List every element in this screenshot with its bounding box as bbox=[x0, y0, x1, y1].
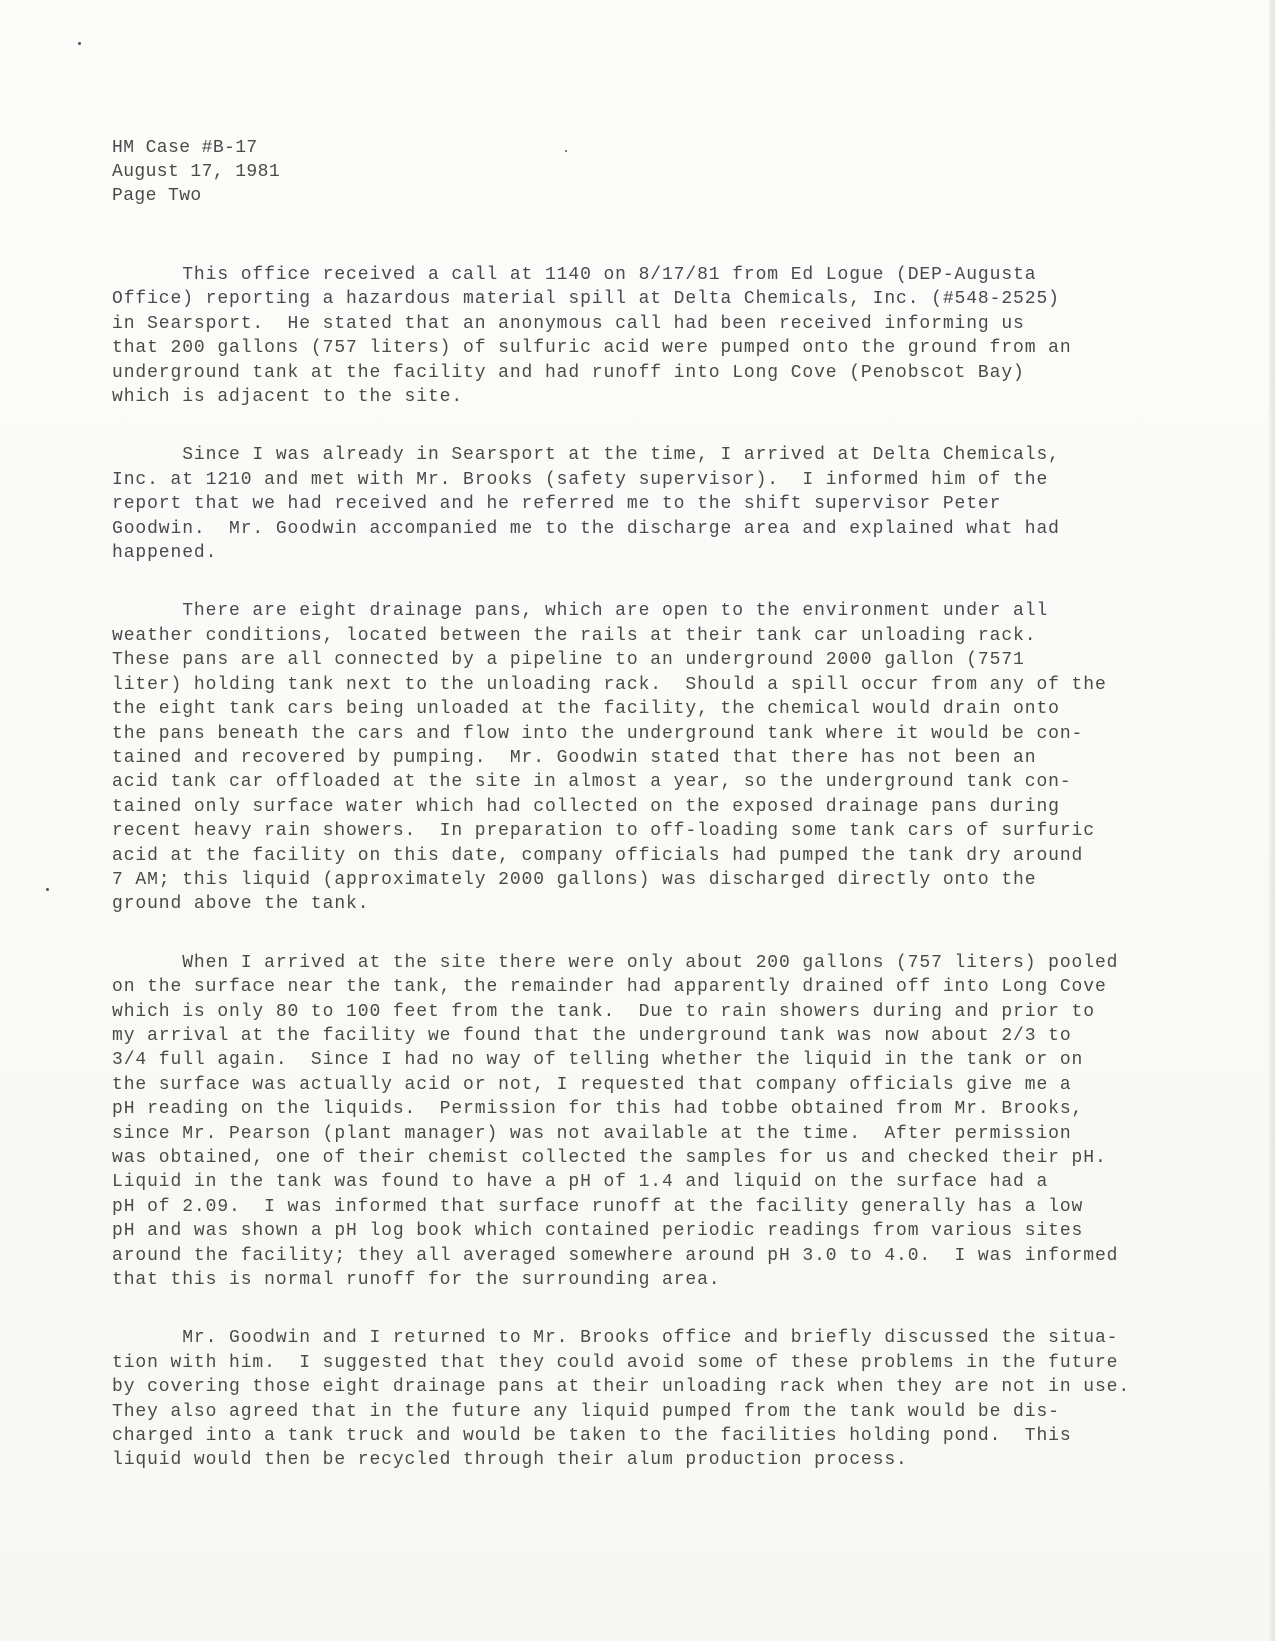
text-line: acid tank car offloaded at the site in almost a year, so the underground tank con- bbox=[112, 772, 1072, 793]
text-line: When I arrived at the site there were only about 200 gallons (757 liters) pooled bbox=[112, 952, 1119, 973]
text-line: my arrival at the facility we found that the underground tank was now about 2/3 to bbox=[112, 1025, 1072, 1046]
text-line: Inc. at 1210 and met with Mr. Brooks (safety supervisor). I informed him of the bbox=[112, 469, 1049, 490]
text-line: the pans beneath the cars and flow into the underground tank where it would be con- bbox=[112, 723, 1084, 744]
text-line: tained and recovered by pumping. Mr. Goodwin stated that there has not been an bbox=[112, 747, 1037, 768]
text-line: weather conditions, located between the rails at their tank car unloading rack. bbox=[112, 625, 1037, 646]
paragraph-recommendations bbox=[112, 1326, 1202, 1472]
text-line: on the surface near the tank, the remainder had apparently drained off into Long Cove bbox=[112, 977, 1107, 998]
text-line: These pans are all connected by a pipeline to an underground 2000 gallon (7571 bbox=[112, 650, 1025, 671]
text-line: pH reading on the liquids. Permission for this had tobbe obtained from Mr. Brooks, bbox=[112, 1099, 1084, 1120]
text-line: pH of 2.09. I was informed that surface runoff at the facility generally has a low bbox=[112, 1196, 1084, 1217]
text-line: underground tank at the facility and had runoff into Long Cove (Penobscot Bay) bbox=[112, 362, 1025, 383]
text-line: tained only surface water which had collected on the exposed drainage pans during bbox=[112, 796, 1060, 817]
text-line: recent heavy rain showers. In preparation to off-loading some tank cars of surfuric bbox=[112, 821, 1095, 842]
text-line: This office received a call at 1140 on 8/17/81 from Ed Logue (DEP-Augusta bbox=[112, 265, 1037, 285]
text-line: the eight tank cars being unloaded at the facility, the chemical would drain onto bbox=[112, 699, 1060, 720]
text-line: 7 AM; this liquid (approximately 2000 gallons) was discharged directly onto the bbox=[112, 869, 1037, 890]
text-line: charged into a tank truck and would be taken to the facilities holding pond. This bbox=[112, 1426, 1072, 1447]
text-line: Office) reporting a hazardous material spill at Delta Chemicals, Inc. (#548-2525) bbox=[112, 289, 1060, 310]
page-edge-shadow bbox=[1269, 0, 1275, 1641]
case-number: HM Case #B-17 bbox=[112, 138, 258, 158]
text-line: that 200 gallons (757 liters) of sulfuric acid were pumped onto the ground from an bbox=[112, 338, 1072, 359]
text-line: pH and was shown a pH log book which contained periodic readings from various sites bbox=[112, 1221, 1084, 1242]
paragraph-call-received bbox=[112, 263, 1202, 409]
text-line: was obtained, one of their chemist collected the samples for us and checked their pH. bbox=[112, 1148, 1107, 1168]
text-line: by covering those eight drainage pans at their unloading rack when they are not in use. bbox=[112, 1377, 1131, 1398]
text-line: tion with him. I suggested that they could avoid some of these problems in the future bbox=[112, 1352, 1119, 1373]
text-line: report that we had received and he referred me to the shift supervisor Peter bbox=[112, 494, 1002, 515]
text-line: in Searsport. He stated that an anonymous call had been received informing us bbox=[112, 313, 1025, 334]
speck-mark bbox=[565, 150, 567, 152]
paragraph-site-observations bbox=[112, 951, 1202, 1293]
text-line: which is adjacent to the site. bbox=[112, 387, 464, 408]
text-line: which is only 80 to 100 feet from the tank. Due to rain showers during and prior to bbox=[112, 1001, 1095, 1022]
text-line: They also agreed that in the future any liquid pumped from the tank would be dis- bbox=[112, 1401, 1060, 1422]
text-line: Liquid in the tank was found to have a pH of 1.4 and liquid on the surface had a bbox=[112, 1172, 1049, 1193]
text-line: ground above the tank. bbox=[112, 894, 370, 915]
text-line: since Mr. Pearson (plant manager) was not available at the time. After permission bbox=[112, 1123, 1072, 1144]
text-line: Since I was already in Searsport at the time, I arrived at Delta Chemicals, bbox=[112, 445, 1060, 466]
text-line: that this is normal runoff for the surrounding area. bbox=[112, 1270, 721, 1291]
text-line: happened. bbox=[112, 543, 218, 564]
text-line: liter) holding tank next to the unloading rack. Should a spill occur from any of the bbox=[112, 674, 1107, 695]
text-line: around the facility; they all averaged somewhere around pH 3.0 to 4.0. I was informed bbox=[112, 1245, 1119, 1266]
speck-mark bbox=[46, 888, 49, 891]
text-line: the surface was actually acid or not, I requested that company officials give me a bbox=[112, 1074, 1072, 1095]
text-line: There are eight drainage pans, which are open to the environment under all bbox=[112, 601, 1049, 622]
document-body bbox=[112, 263, 1202, 1507]
page-number: Page Two bbox=[112, 186, 202, 206]
document-date: August 17, 1981 bbox=[112, 162, 281, 182]
text-line: liquid would then be recycled through their alum production process. bbox=[112, 1450, 908, 1471]
text-line: acid at the facility on this date, company officials had pumped the tank dry around bbox=[112, 845, 1084, 866]
paragraph-drainage-pans bbox=[112, 599, 1202, 916]
text-line: Goodwin. Mr. Goodwin accompanied me to the discharge area and explained what had bbox=[112, 518, 1060, 539]
speck-mark bbox=[78, 42, 81, 45]
paragraph-arrival bbox=[112, 443, 1202, 565]
text-line: 3/4 full again. Since I had no way of telling whether the liquid in the tank or on bbox=[112, 1050, 1084, 1071]
text-line: Mr. Goodwin and I returned to Mr. Brooks office and briefly discussed the situa- bbox=[112, 1328, 1119, 1349]
document-header bbox=[112, 136, 280, 208]
